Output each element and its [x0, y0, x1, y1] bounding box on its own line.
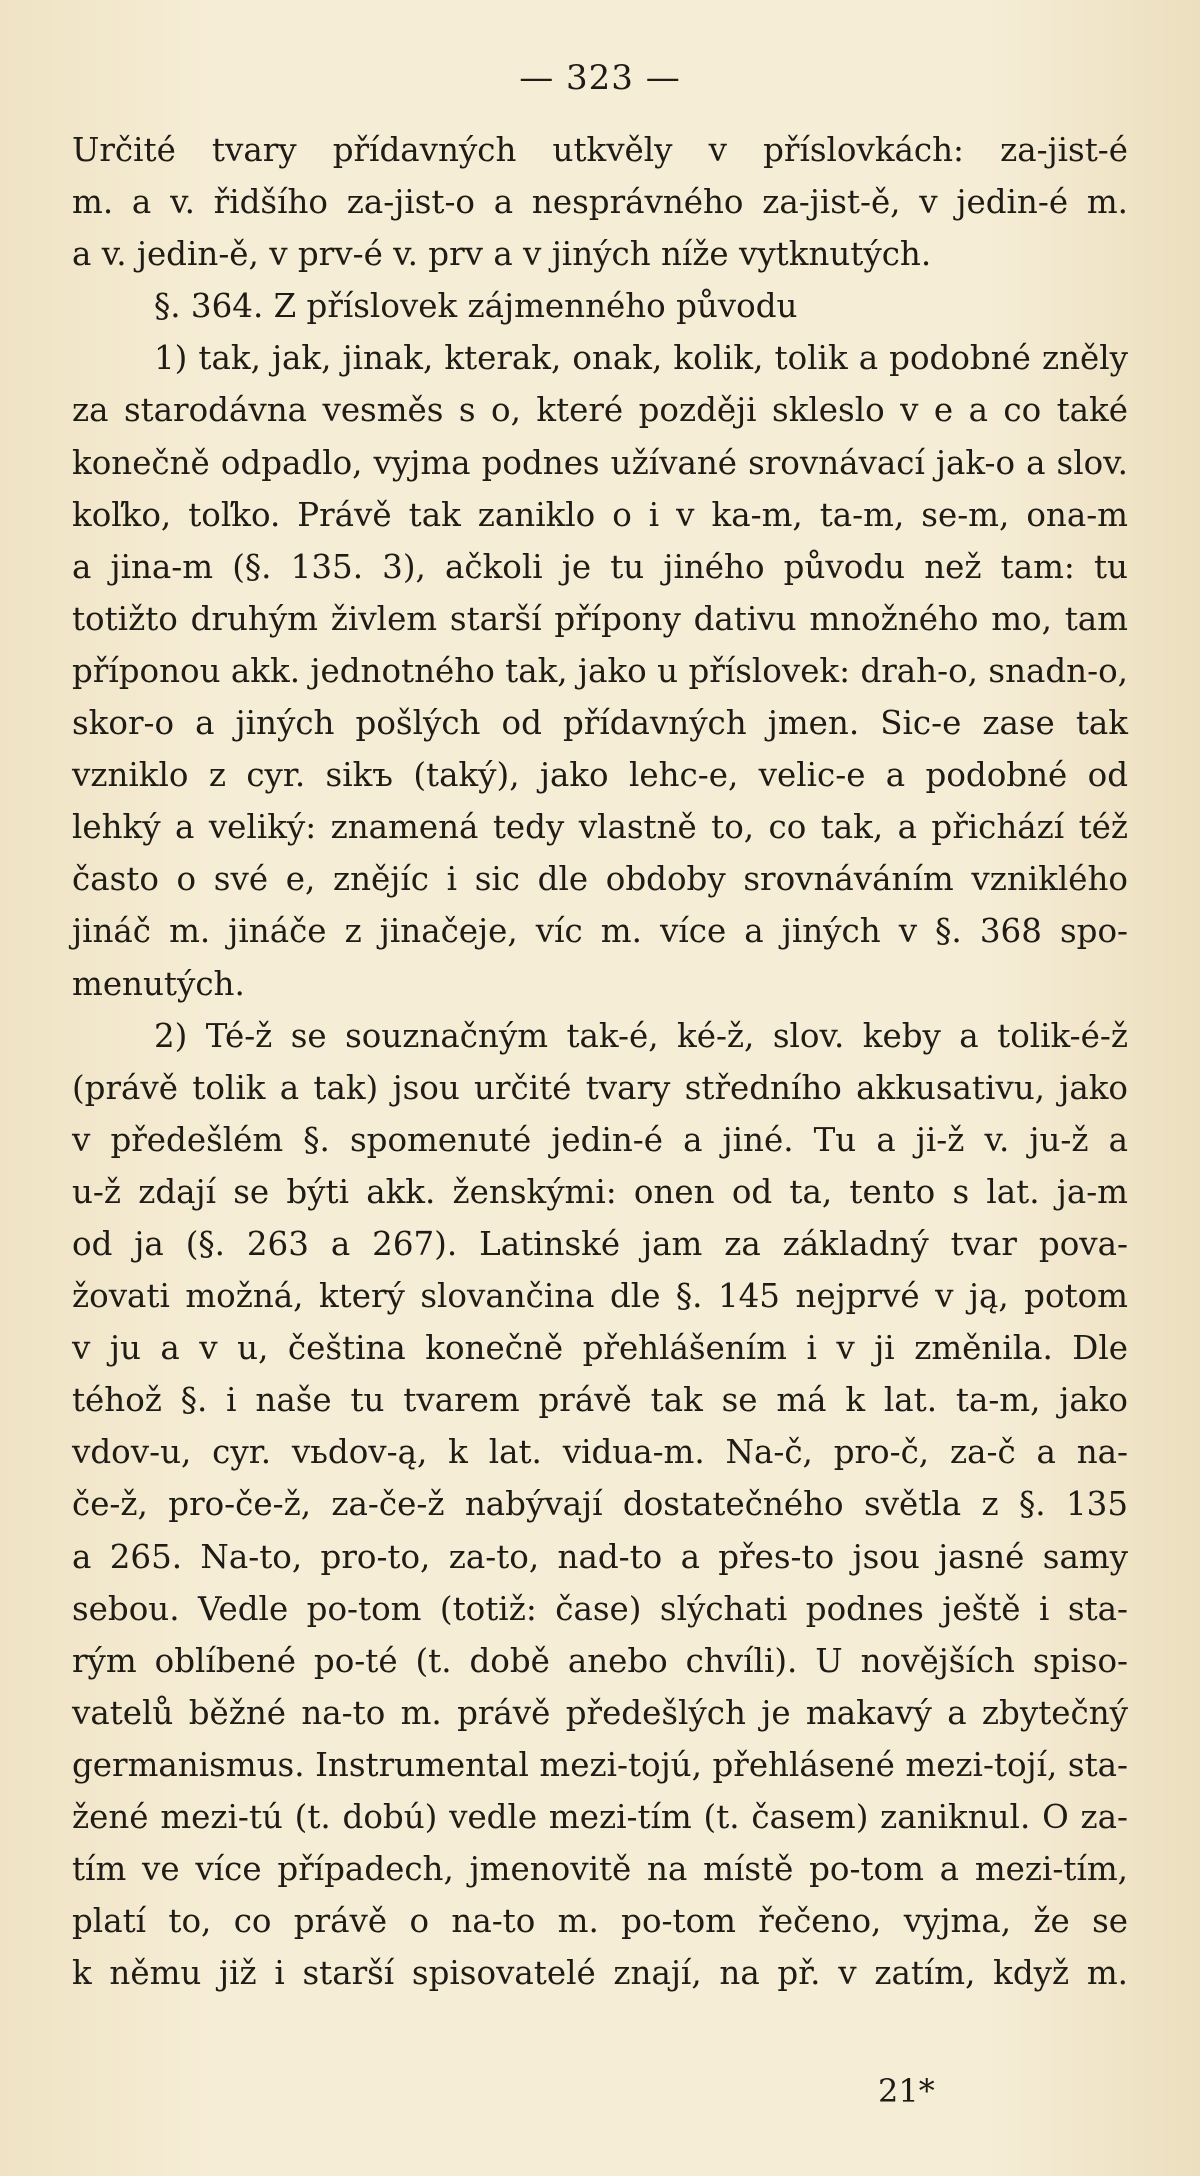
text-line: platí to, co právě o na-to m. po-tom řečeno, vyjma, že se [72, 1902, 1128, 1941]
text-line: skor-o a jiných pošlých od přídavných jmen. Sic-e zase tak [72, 704, 1128, 743]
text-line: konečně odpadlo, vyjma podnes užívané srovnávací jak-o a slov. [72, 443, 1128, 482]
page-body [72, 124, 1128, 1999]
text-line: žené mezi-tú (t. dobú) vedle mezi-tím (t. časem) zaniknul. O za- [72, 1798, 1128, 1836]
text-line: od ja (§. 263 a 267). Latinské jam za základný tvar pova- [72, 1224, 1128, 1263]
text-line: vdov-u, cyr. vьdov-ą, k lat. vidua-m. Na-č, pro-č, za-č a na- [72, 1433, 1128, 1472]
text-line: 1) tak, jak, jinak, kterak, onak, kolik, tolik a podobné zněly [154, 339, 1128, 378]
text-line: vzniklo z cyr. sikъ (taký), jako lehc-e, velic-e a podobné od [72, 756, 1128, 795]
text-line: a jina-m (§. 135. 3), ačkoli je tu jiného původu než tam: tu [72, 547, 1128, 586]
text-line: Určité tvary přídavných utkvěly v příslovkách: za-jist-é [72, 131, 1128, 169]
text-line: a 265. Na-to, pro-to, za-to, nad-to a přes-to jsou jasné samy [72, 1537, 1128, 1576]
text-line: koľko, toľko. Právě tak zaniklo o i v ka-m, ta-m, se-m, ona-m [72, 495, 1128, 534]
text-line: v předešlém §. spomenuté jedin-é a jiné. Tu a ji-ž v. ju-ž a [72, 1120, 1128, 1159]
page-number: — 323 — [519, 58, 681, 98]
text-line: u-ž zdají se býti akk. ženskými: onen od ta, tento s lat. ja-m [72, 1172, 1128, 1211]
text-line: če-ž, pro-če-ž, za-če-ž nabývají dostatečného světla z §. 135 [72, 1485, 1128, 1524]
text-line: lehký a veliký: znamená tedy vlastně to, co tak, a přichází též [72, 808, 1128, 847]
text-line: m. a v. řidšího za-jist-o a nesprávného za-jist-ě, v jedin-é m. [72, 183, 1128, 222]
text-line: tím ve více případech, jmenovitě na místě po-tom a mezi-tím, [72, 1850, 1128, 1889]
text-line: za starodávna vesměs s o, které později skleslo v e a co také [72, 391, 1128, 430]
text-line: totižto druhým živlem starší přípony dativu množného mo, tam [72, 599, 1128, 638]
signature-mark: 21* [878, 2072, 935, 2110]
text-line: často o své e, znějíc i sic dle obdoby srovnáváním vzniklého [72, 860, 1128, 899]
text-line: téhož §. i naše tu tvarem právě tak se má k lat. ta-m, jako [72, 1381, 1128, 1420]
text-line: a v. jedin-ě, v prv-é v. prv a v jiných níže vytknutých. [72, 235, 932, 274]
text-line: rým oblíbené po-té (t. době anebo chvíli). U novějších spiso- [72, 1641, 1128, 1680]
section-heading: §. 364. Z příslovek zájmenného původu [154, 287, 798, 326]
text-line: vatelů běžné na-to m. právě předešlých je makavý a zbytečný [72, 1693, 1128, 1732]
text-line: 2) Té-ž se souznačným tak-é, ké-ž, slov. keby a tolik-é-ž [154, 1016, 1128, 1055]
text-line: menutých. [72, 964, 245, 1003]
text-line: žovati možná, který slovančina dle §. 145 nejprvé v ją, potom [72, 1277, 1128, 1316]
text-line: v ju a v u, čeština konečně přehlášením i v ji změnila. Dle [72, 1329, 1128, 1368]
text-line: jináč m. jináče z jinačeje, víc m. více a jiných v §. 368 spo- [72, 912, 1128, 951]
text-line: (právě tolik a tak) jsou určité tvary středního akkusativu, jako [72, 1068, 1128, 1107]
text-line: sebou. Vedle po-tom (totiž: čase) slýchati podnes ještě i sta- [72, 1589, 1128, 1628]
text-line: k němu již i starší spisovatelé znají, na př. v zatím, když m. [72, 1954, 1128, 1993]
text-line: germanismus. Instrumental mezi-tojú, přehlásené mezi-tojí, sta- [72, 1745, 1128, 1784]
text-line: příponou akk. jednotného tak, jako u příslovek: drah-o, snadn-o, [72, 651, 1128, 690]
